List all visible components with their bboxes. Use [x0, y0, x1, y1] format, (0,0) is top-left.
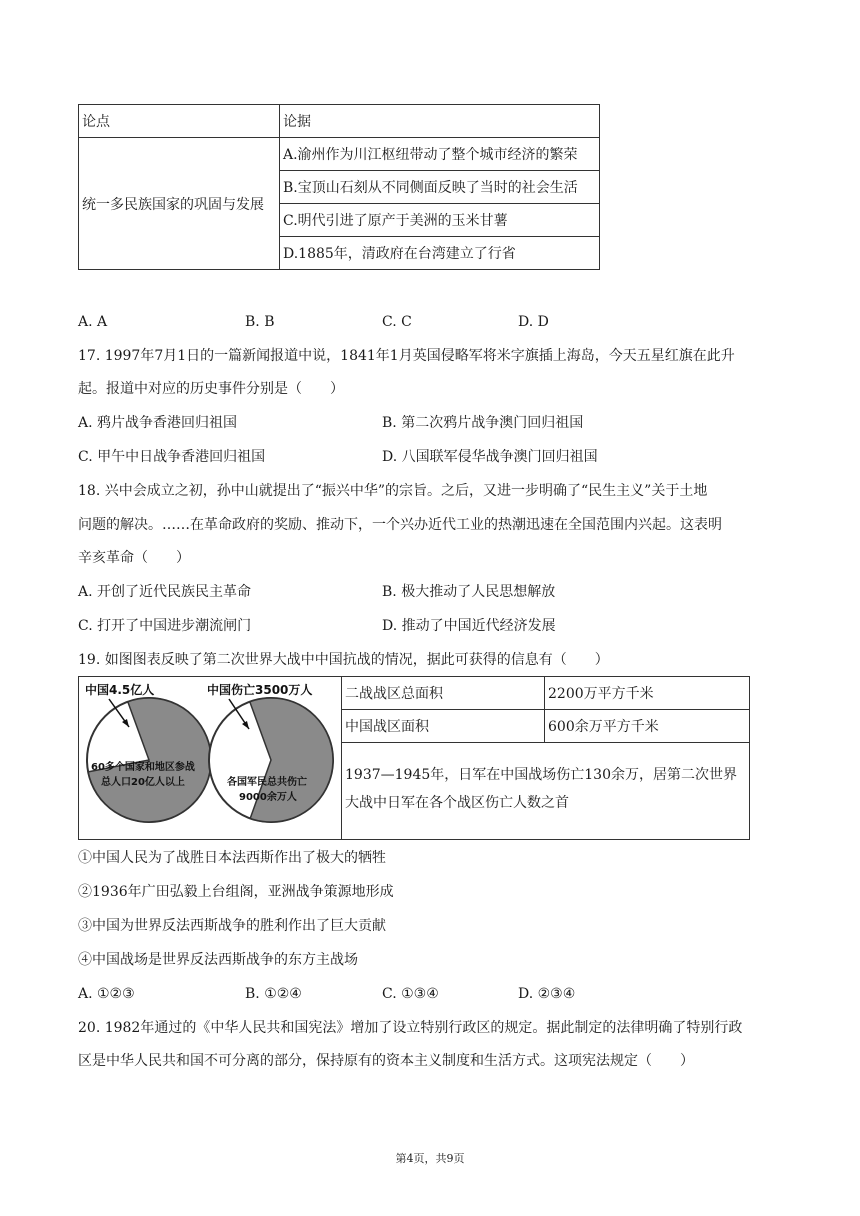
q18-option-a[interactable]: A. 开创了近代民族民主革命 — [78, 584, 252, 600]
q18-stem-line3: 辛亥革命（ ） — [78, 550, 190, 566]
china-area-label: 中国战区面积 — [342, 710, 545, 743]
page-footer: 第4页，共9页 — [395, 1152, 465, 1165]
pie-charts-panel — [79, 677, 342, 839]
q17-stem-line2: 起。报道中对应的历史事件分别是（ ） — [78, 381, 344, 397]
q19-stem: 19. 如图图表反映了第二次世界大战中中国抗战的情况，据此可获得的信息有（ ） — [78, 652, 609, 668]
q18-option-c[interactable]: C. 打开了中国进步潮流闸门 — [78, 618, 252, 634]
q19-statement-1: ①中国人民为了战胜日本法西斯作出了极大的牺牲 — [78, 850, 386, 866]
q19-option-a[interactable]: A. ①②③ — [78, 986, 135, 1002]
evidence-a: A.渝州作为川江枢纽带动了整个城市经济的繁荣 — [280, 138, 600, 171]
q16-option-c[interactable]: C. C — [382, 314, 412, 330]
q19-option-c[interactable]: C. ①③④ — [382, 986, 439, 1002]
q18-option-b[interactable]: B. 极大推动了人民思想解放 — [382, 584, 556, 600]
pie1-label-top: 中国4.5亿人 — [85, 683, 155, 697]
total-area-label: 二战战区总面积 — [342, 677, 545, 710]
thesis-cell: 统一多民族国家的巩固与发展 — [79, 138, 280, 270]
casualty-note: 1937—1945年，日军在中国战场伤亡130余万，居第二次世界大战中日军在各个战区伤亡人数之首 — [345, 767, 737, 811]
evidence-b: B.宝顶山石刻从不同侧面反映了当时的社会生活 — [280, 171, 600, 204]
q19-option-d[interactable]: D. ②③④ — [518, 986, 576, 1002]
q16-option-d[interactable]: D. D — [518, 314, 549, 330]
evidence-d: D.1885年，清政府在台湾建立了行省 — [280, 237, 600, 270]
q20-stem-line1: 20. 1982年通过的《中华人民共和国宪法》增加了设立特别行政区的规定。据此制定的法律明确了特别行政 — [78, 1020, 743, 1036]
q17-option-d[interactable]: D. 八国联军侵华战争澳门回归祖国 — [382, 449, 598, 465]
q19-figure — [78, 676, 750, 840]
china-area-value: 600余万平方千米 — [545, 710, 750, 743]
pie2-label-top: 中国伤亡3500万人 — [207, 683, 313, 697]
header-evidence: 论据 — [280, 105, 600, 138]
pie2-label-bottom-2: 9000余万人 — [239, 792, 297, 803]
stats-panel — [342, 677, 749, 839]
q16-option-b[interactable]: B. B — [245, 314, 275, 330]
q18-stem-line2: 问题的解决。……在革命政府的奖励、推动下，一个兴办近代工业的热潮迅速在全国范围内兴起。这表明 — [78, 517, 722, 533]
q19-statement-4: ④中国战场是世界反法西斯战争的东方主战场 — [78, 952, 358, 968]
area-table — [342, 677, 749, 743]
q17-option-b[interactable]: B. 第二次鸦片战争澳门回归祖国 — [382, 415, 584, 431]
pie2-label-bottom-1: 各国军民总共伤亡 — [227, 777, 307, 788]
pie1-label-bottom-2: 总人口20亿人以上 — [101, 777, 185, 788]
q17-option-a[interactable]: A. 鸦片战争香港回归祖国 — [78, 415, 238, 431]
argument-table — [78, 104, 600, 270]
q17-option-c[interactable]: C. 甲午中日战争香港回归祖国 — [78, 449, 266, 465]
q18-option-d[interactable]: D. 推动了中国近代经济发展 — [382, 618, 556, 634]
total-area-value: 2200万平方千米 — [545, 677, 750, 710]
q19-statement-2: ②1936年广田弘毅上台组阁，亚洲战争策源地形成 — [78, 884, 394, 900]
q19-option-b[interactable]: B. ①②④ — [245, 986, 302, 1002]
evidence-c: C.明代引进了原产于美洲的玉米甘薯 — [280, 204, 600, 237]
q16-option-a[interactable]: A. A — [78, 314, 108, 330]
q18-stem-line1: 18. 兴中会成立之初，孙中山就提出了“振兴中华”的宗旨。之后，又进一步明确了“民生主义”关于土地 — [78, 483, 708, 499]
header-thesis: 论点 — [79, 105, 280, 138]
q17-stem-line1: 17. 1997年7月1日的一篇新闻报道中说，1841年1月英国侵略军将米字旗插上海岛，今天五星红旗在此升 — [78, 348, 735, 364]
pie1-label-bottom-1: 60多个国家和地区参战 — [91, 762, 195, 773]
q19-statement-3: ③中国为世界反法西斯战争的胜利作出了巨大贡献 — [78, 918, 386, 934]
pie-charts — [79, 677, 341, 839]
q20-stem-line2: 区是中华人民共和国不可分离的部分，保持原有的资本主义制度和生活方式。这项宪法规定（ ） — [78, 1053, 694, 1069]
